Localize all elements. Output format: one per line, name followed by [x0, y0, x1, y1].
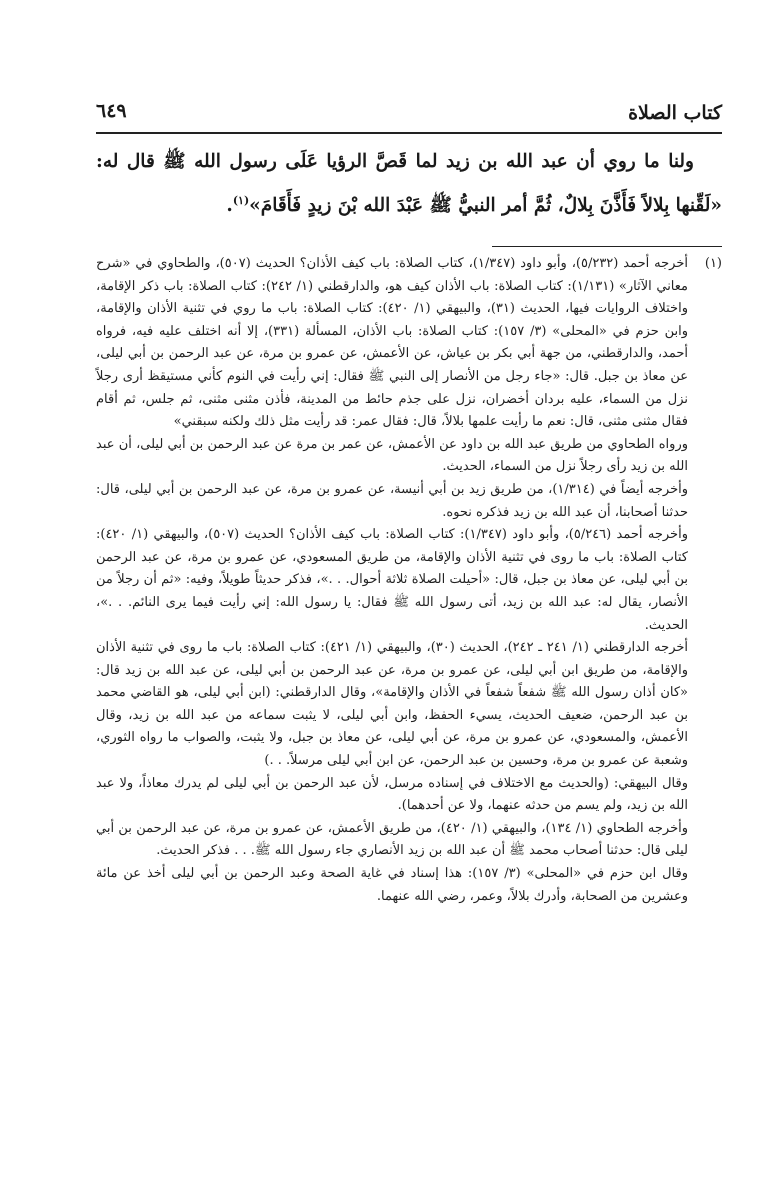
- footnote-paragraph: [96, 434, 722, 479]
- footnote-text: وأخرجه الطحاوي (١/ ١٣٤)، والبيهقي (١/ ٤٢٠)، من طريق الأعمش، عن عمرو بن مرة، عن عبد الرحمن بن أبي ليلى قال: حدثنا أصحاب محمد ﷺ أن عبد الله بن زيد الأنصاري جاء رسول الله ﷺ. . . فذكر الحديث.: [96, 820, 689, 859]
- footnote-paragraph: [96, 253, 722, 434]
- footnote-text: وقال البيهقي: (والحديث مع الاختلاف في إسناده مرسل، لأن عبد الرحمن بن أبي ليلى لم يدرك معاذاً، ولا عبد الله بن زيد، ولم يسم من حدثه عنهما، ولا عن أحدهما).: [96, 775, 688, 814]
- footnote-number: (١): [704, 256, 722, 271]
- main-paragraph: ولنا ما روي أن عبد الله بن زيد لما قَصَّ الرؤيا عَلَى رسول الله ﷺ قال له: «لَقِّنها بِلالاً فَأَذَّنَ بِلالٌ، ثُمَّ أمر النبيُّ ﷺ عَبْدَ الله بْنَ زيدٍ فَأَقَامَ»$^{(١)}$.: [96, 151, 722, 216]
- footnote-separator: [492, 246, 722, 247]
- footnote-paragraph: [96, 773, 722, 818]
- footnote-text: وأخرجه أحمد (٥/٢٤٦)، وأبو داود (١/٣٤٧): كتاب الصلاة: باب كيف الأذان؟ الحديث (٥٠٧)، والبيهقي (١/ ٤٢٠): كتاب الصلاة: باب ما روى في تثنية الأذان والإقامة، من طريق المسعودي، عن عمرو بن مرة، عن عبد الرحمن بن أبي ليلى، عن معاذ بن جبل، قال: «أحيلت الصلاة ثلاثة أحوال. . .»، فذكر حديثاً طويلاً، وفيه: «ثم أن رجلاً من الأنصار، يقال له: عبد الله بن زيد، أتى رسول الله ﷺ فقال: يا رسول الله: إني رأيت فيما يرى النائم. . .»، الحديث.: [96, 527, 688, 633]
- footnote-ref: (١): [232, 193, 250, 207]
- header-rule: [96, 132, 722, 134]
- footnotes: [96, 253, 722, 908]
- footnote-text: وأخرجه أيضاً في (١/٣١٤)، من طريق زيد بن أبي أنيسة، عن عمرو بن مرة، عن عبد الرحمن بن أبي ليلى، قال: حدثنا أصحابنا، أن عبد الله بن زيد فذكره نحوه.: [96, 481, 688, 520]
- footnote-paragraph: [96, 524, 722, 637]
- footnote-paragraph: [96, 479, 722, 524]
- footnote-paragraph: [96, 818, 722, 863]
- footnote-text: أخرجه أحمد (٥/٢٣٢)، وأبو داود (١/٣٤٧)، كتاب الصلاة: باب كيف الأذان؟ الحديث (٥٠٧)، والطحاوي في «شرح معاني الآثار» (١/١٣١): كتاب الصلاة: باب الأذان كيف هو، والدارقطني (١/ ٢٤٢): كتاب الصلاة: باب ذكر الإقامة، واختلاف الروايات فيها، الحديث (٣١)، والبيهقي (١/ ٤٢٠): كتاب الصلاة: باب ما روي في تثنية الأذان والإقامة، وابن حزم في «المحلى» (٣/ ١٥٧): كتاب الصلاة: باب الأذان، المسألة (٣٣١)، إلا أنه اختلف عليه فيه، فرواه أحمد، والدارقطني، من جهة أبي بكر بن عياش، عن الأعمش، عن عمرو بن مرة، عن عبد الرحمن بن أبي ليلى، عن معاذ بن جبل. قال: «جاء رجل من الأنصار إلى النبي ﷺ فقال: إني رأيت في النوم كأني مستيقظ أرى رجلاً نزل من السماء، عليه بردان أخضران، نزل على جذم حائط من المدينة، فأذن مثنى مثنى، ثم جلس، ثم أقام فقال مثنى مثنى، قال: نعم ما رأيت علمها بلالاً، قال: فقال عمر: قد رأيت مثل ذلك ولكنه سبقني»: [96, 256, 689, 430]
- chapter-title: كتاب الصلاة: [628, 102, 722, 124]
- footnote-paragraph: [96, 863, 722, 908]
- page-number: ٦٤٩: [96, 100, 127, 122]
- page-header: [96, 96, 722, 134]
- main-paragraph-text: ولنا ما روي أن عبد الله بن زيد لما قَصَّ الرؤيا عَلَى رسول الله ﷺ قال له: «لَقِّنها بِلالاً فَأَذَّنَ بِلالٌ، ثُمَّ أمر النبيُّ ﷺ عَبْدَ الله بْنَ زيدٍ فَأَقَامَ»: [96, 151, 722, 216]
- main-text: [96, 140, 722, 228]
- footnote-text: أخرجه الدارقطني (١/ ٢٤١ ـ ٢٤٢)، الحديث (٣٠)، والبيهقي (١/ ٤٢١): كتاب الصلاة: باب ما روى في تثنية الأذان والإقامة، من طريق ابن أبي ليلى، عن عمرو بن مرة، عن عبد الرحمن بن أبي ليلى، عن عبد الله بن زيد قال: «كان أذان رسول الله ﷺ شفعاً شفعاً في الأذان والإقامة»، وقال الدارقطني: (ابن أبي ليلى، هو القاضي محمد بن عبد الرحمن، ضعيف الحديث، يسيء الحفظ، وابن أبي ليلى، لا يثبت سماعه من عبد الله بن زيد، وقال الأعمش، والمسعودي، عن عمرو بن مرة، عن أبي ليلى، عن معاذ بن جبل، ولا يثبت، والصواب ما رواه الثوري، وشعبة عن عمرو بن مرة، وحسين بن عبد الرحمن، عن ابن أبي ليلى مرسلاً. . .): [96, 640, 689, 769]
- footnote-text: وقال ابن حزم في «المحلى» (٣/ ١٥٧): هذا إسناد في غاية الصحة وعبد الرحمن بن أبي ليلى أخذ عن مائة وعشرين من الصحابة، وأدرك بلالاً، وعمر، رضي الله عنهما.: [96, 866, 688, 904]
- footnote-text: ورواه الطحاوي من طريق عبد الله بن داود عن الأعمش، عن عمر بن مرة عن عبد الرحمن بن أبي ليلى، أن عبد الله بن زيد رأى رجلاً نزل من السماء، الحديث.: [96, 436, 688, 475]
- footnote-paragraph: [96, 637, 722, 773]
